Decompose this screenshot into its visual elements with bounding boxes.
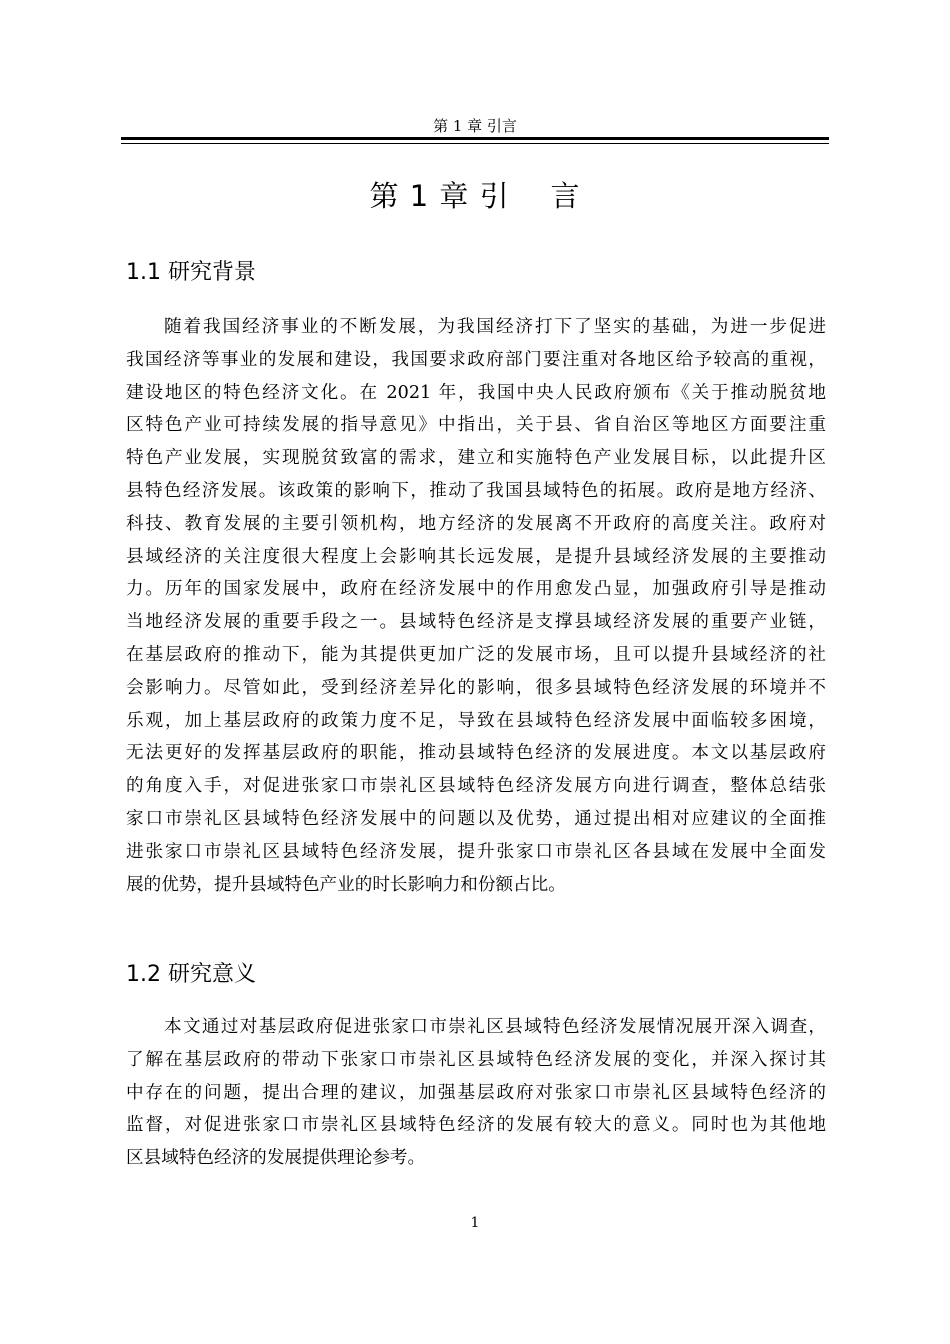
text-line: 我国经济等事业的发展和建设，我国要求政府部门要注重对各地区给予较高的重视， [126, 349, 826, 370]
text-line: 科技、教育发展的主要引领机构，地方经济的发展离不开政府的高度关注。政府对 [126, 513, 826, 534]
text-line: 县特色经济发展。该政策的影响下，推动了我国县域特色的拓展。政府是地方经济、 [126, 480, 826, 501]
text-line: 乐观，加上基层政府的政策力度不足，导致在县域特色经济发展中面临较多困境， [126, 710, 826, 731]
text-line: 进张家口市崇礼区县域特色经济发展，提升张家口市崇礼区各县域在发展中全面发 [126, 841, 826, 862]
paragraph-significance [126, 1011, 826, 1175]
chapter-title: 第 1 章 引 言 [369, 179, 581, 213]
text-line: 区县域特色经济的发展提供理论参考。 [126, 1148, 426, 1169]
text-line: 力。历年的国家发展中，政府在经济发展中的作用愈发凸显，加强政府引导是推动 [126, 579, 826, 600]
text-line: 的角度入手，对促进张家口市崇礼区县域特色经济发展方向进行调查，整体总结张 [126, 776, 826, 797]
text-line: 家口市崇礼区县域特色经济发展中的问题以及优势，通过提出相对应建议的全面推 [126, 808, 826, 829]
text-line: 会影响力。尽管如此，受到经济差异化的影响，很多县域特色经济发展的环境并不 [126, 677, 826, 698]
page-number: 1 [470, 1215, 480, 1231]
paragraph-background [126, 311, 826, 901]
section-heading-background: 1.1 研究背景 [126, 260, 256, 285]
text-line: 本文通过对基层政府促进张家口市崇礼区县域特色经济发展情况展开深入调查， [164, 1017, 826, 1037]
section-heading-significance: 1.2 研究意义 [126, 962, 256, 987]
text-line: 随着我国经济事业的不断发展，为我国经济打下了坚实的基础，为进一步促进 [164, 317, 826, 337]
text-line: 展的优势，提升县域特色产业的时长影响力和份额占比。 [126, 874, 566, 895]
text-line: 建设地区的特色经济文化。在 2021 年，我国中央人民政府颁布《关于推动脱贫地 [126, 382, 826, 403]
text-line: 中存在的问题，提出合理的建议，加强基层政府对张家口市崇礼区县域特色经济的 [126, 1082, 826, 1103]
text-line: 监督，对促进张家口市崇礼区县域特色经济的发展有较大的意义。同时也为其他地 [126, 1115, 826, 1136]
text-line: 县域经济的关注度很大程度上会影响其长远发展，是提升县域经济发展的主要推动 [126, 546, 826, 567]
text-line: 无法更好的发挥基层政府的职能，推动县域特色经济的发展进度。本文以基层政府 [126, 743, 826, 764]
text-line: 区特色产业可持续发展的指导意见》中指出，关于县、省自治区等地区方面要注重 [126, 415, 826, 436]
text-line: 了解在基层政府的带动下张家口市崇礼区县域特色经济发展的变化，并深入探讨其 [126, 1049, 826, 1070]
running-header: 第 1 章 引言 [433, 117, 517, 135]
header-rule-thick [121, 137, 829, 140]
text-line: 在基层政府的推动下，能为其提供更加广泛的发展市场，且可以提升县域经济的社 [126, 644, 826, 665]
text-line: 特色产业发展，实现脱贫致富的需求，建立和实施特色产业发展目标，以此提升区 [126, 448, 826, 469]
text-line: 当地经济发展的重要手段之一。县域特色经济是支撑县域经济发展的重要产业链， [126, 612, 826, 633]
header-rule-thin [121, 143, 829, 144]
